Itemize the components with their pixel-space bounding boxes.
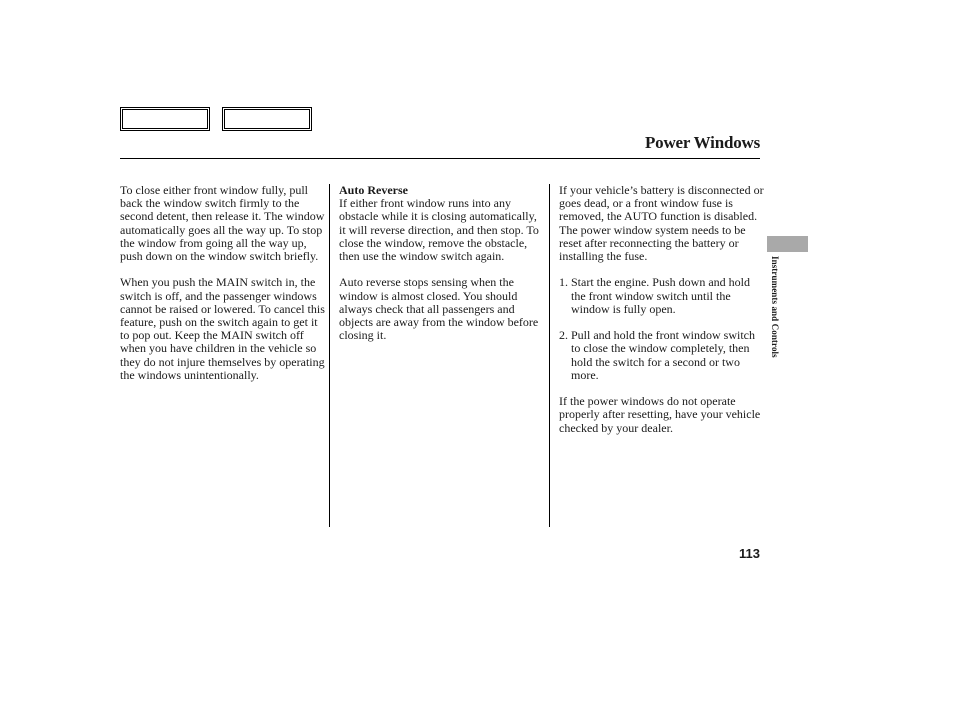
list-number: 1. [559,275,568,290]
list-item [559,276,765,316]
title-divider [120,158,760,159]
paragraph: When you push the MAIN switch in, the switch is off, and the passenger windows cannot be raised or lowered. To cancel this feature, push on the switch again to get it to pop out. Keep the MAIN switch off when you have children in the vehicle so they do not injure themselves by operating the windows unintentionally. [120,275,325,382]
section-tab [767,236,808,252]
paragraph: If your vehicle’s battery is disconnected or goes dead, or a front window fuse is removed, the AUTO function is disabled. The power window system needs to be reset after reconnecting the battery or installing the fuse. [559,183,764,264]
section-label: Instruments and Controls [770,256,780,358]
column-divider [329,184,330,527]
list-text: Start the engine. Push down and hold the front window switch until the window is fully open. [571,275,750,316]
nav-button-previous[interactable] [120,107,210,131]
text-column-middle [339,184,545,356]
text-column-left [120,184,326,395]
paragraph: Auto reverse stops sensing when the window is almost closed. You should always check that all passengers and objects are away from the window before closing it. [339,275,539,343]
section-heading: Auto Reverse [339,183,408,197]
page-number: 113 [739,546,760,561]
nav-button-next[interactable] [222,107,312,131]
list-text: Pull and hold the front window switch to close the window completely, then hold the switch for a second or two more. [571,328,755,382]
column-divider [549,184,550,527]
paragraph: If either front window runs into any obstacle while it is closing automatically, it will reverse direction, and then stop. To close the window, remove the obstacle, then use the window switch again. [339,196,539,264]
list-number: 2. [559,328,568,343]
text-column-right [559,184,765,448]
paragraph: If the power windows do not operate properly after resetting, have your vehicle checked by your dealer. [559,394,761,435]
list-item [559,329,765,382]
paragraph: To close either front window fully, pull back the window switch firmly to the second detent, then release it. The window automatically goes all the way up. To stop the window from going all the way up, push down on the window switch briefly. [120,183,325,264]
page-title: Power Windows [644,133,760,152]
auto-reverse-section [339,184,545,263]
